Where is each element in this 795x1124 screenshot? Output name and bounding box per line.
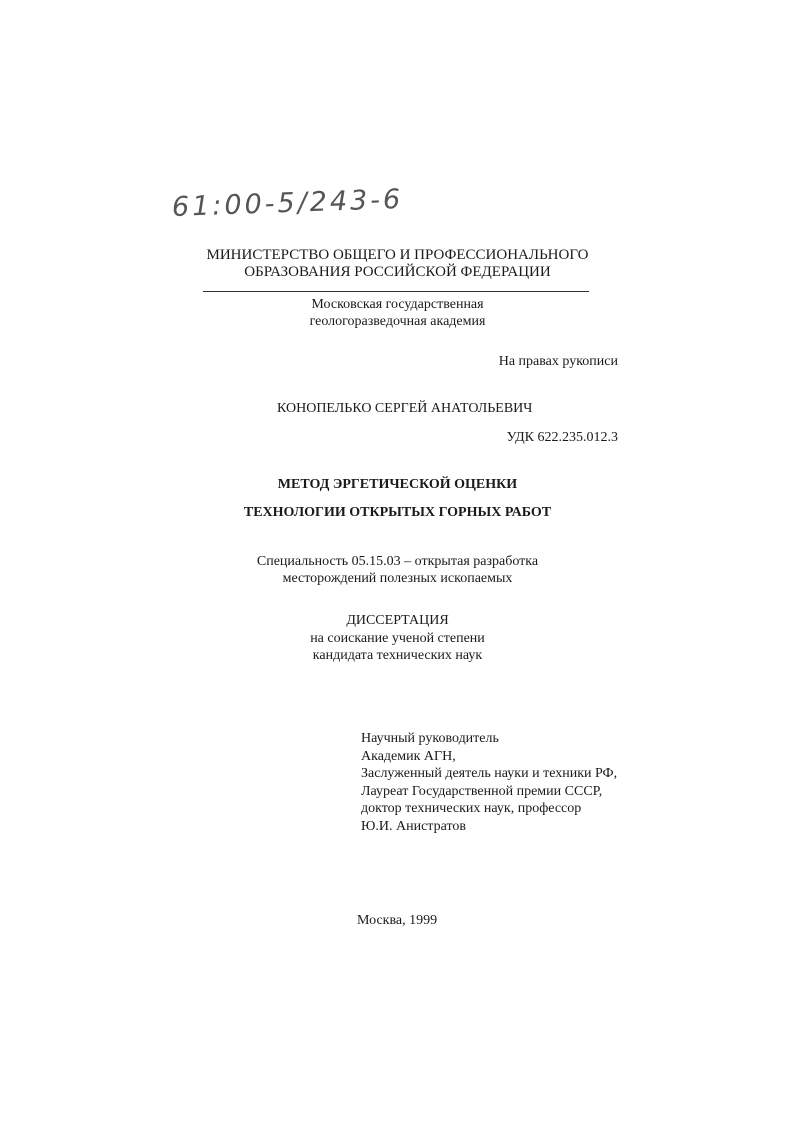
archive-handwritten-mark: 61:00-5/243-6 <box>171 183 404 223</box>
ministry-header <box>200 247 595 281</box>
ministry-line-1: МИНИСТЕРСТВО ОБЩЕГО И ПРОФЕССИОНАЛЬНОГО <box>206 247 589 263</box>
specialty-block <box>200 553 595 587</box>
supervisor-role: Научный руководитель <box>361 731 499 746</box>
author-name: КОНОПЕЛЬКО СЕРГЕЙ АНАТОЛЬЕВИЧ <box>277 401 533 416</box>
supervisor-title-1: Академик АГН, <box>361 748 456 764</box>
header-divider <box>203 291 589 292</box>
udc-code: УДК 622.235.012.3 <box>506 430 618 445</box>
supervisor-block <box>361 730 617 835</box>
specialty-line-2: месторождений полезных ископаемых <box>282 571 513 586</box>
supervisor-title-4: доктор технических наук, профессор <box>361 801 582 816</box>
place-and-year: Москва, 1999 <box>357 913 438 928</box>
supervisor-title-3: Лауреат Государственной премии СССР, <box>361 783 603 799</box>
supervisor-name: Ю.И. Анистратов <box>361 818 466 834</box>
supervisor-title-2: Заслуженный деятель науки и техники РФ, <box>361 766 618 781</box>
rights-note: На правах рукописи <box>498 354 618 369</box>
degree-line-2: кандидата технических наук <box>312 648 483 663</box>
dissertation-title <box>200 471 595 527</box>
specialty-line-1: Специальность 05.15.03 – открытая разработка <box>256 554 539 569</box>
ministry-line-2: ОБРАЗОВАНИЯ РОССИЙСКОЙ ФЕДЕРАЦИИ <box>244 264 551 280</box>
dissertation-heading: ДИССЕРТАЦИЯ <box>346 613 449 628</box>
institution-line-2: геологоразведочная академия <box>309 314 486 329</box>
title-line-2: ТЕХНОЛОГИИ ОТКРЫТЫХ ГОРНЫХ РАБОТ <box>243 505 552 520</box>
institution-line-1: Московская государственная <box>311 297 484 312</box>
dissertation-type <box>200 612 595 664</box>
title-line-1: МЕТОД ЭРГЕТИЧЕСКОЙ ОЦЕНКИ <box>277 477 518 492</box>
institution-name <box>200 296 595 330</box>
degree-line-1: на соискание ученой степени <box>310 631 485 646</box>
